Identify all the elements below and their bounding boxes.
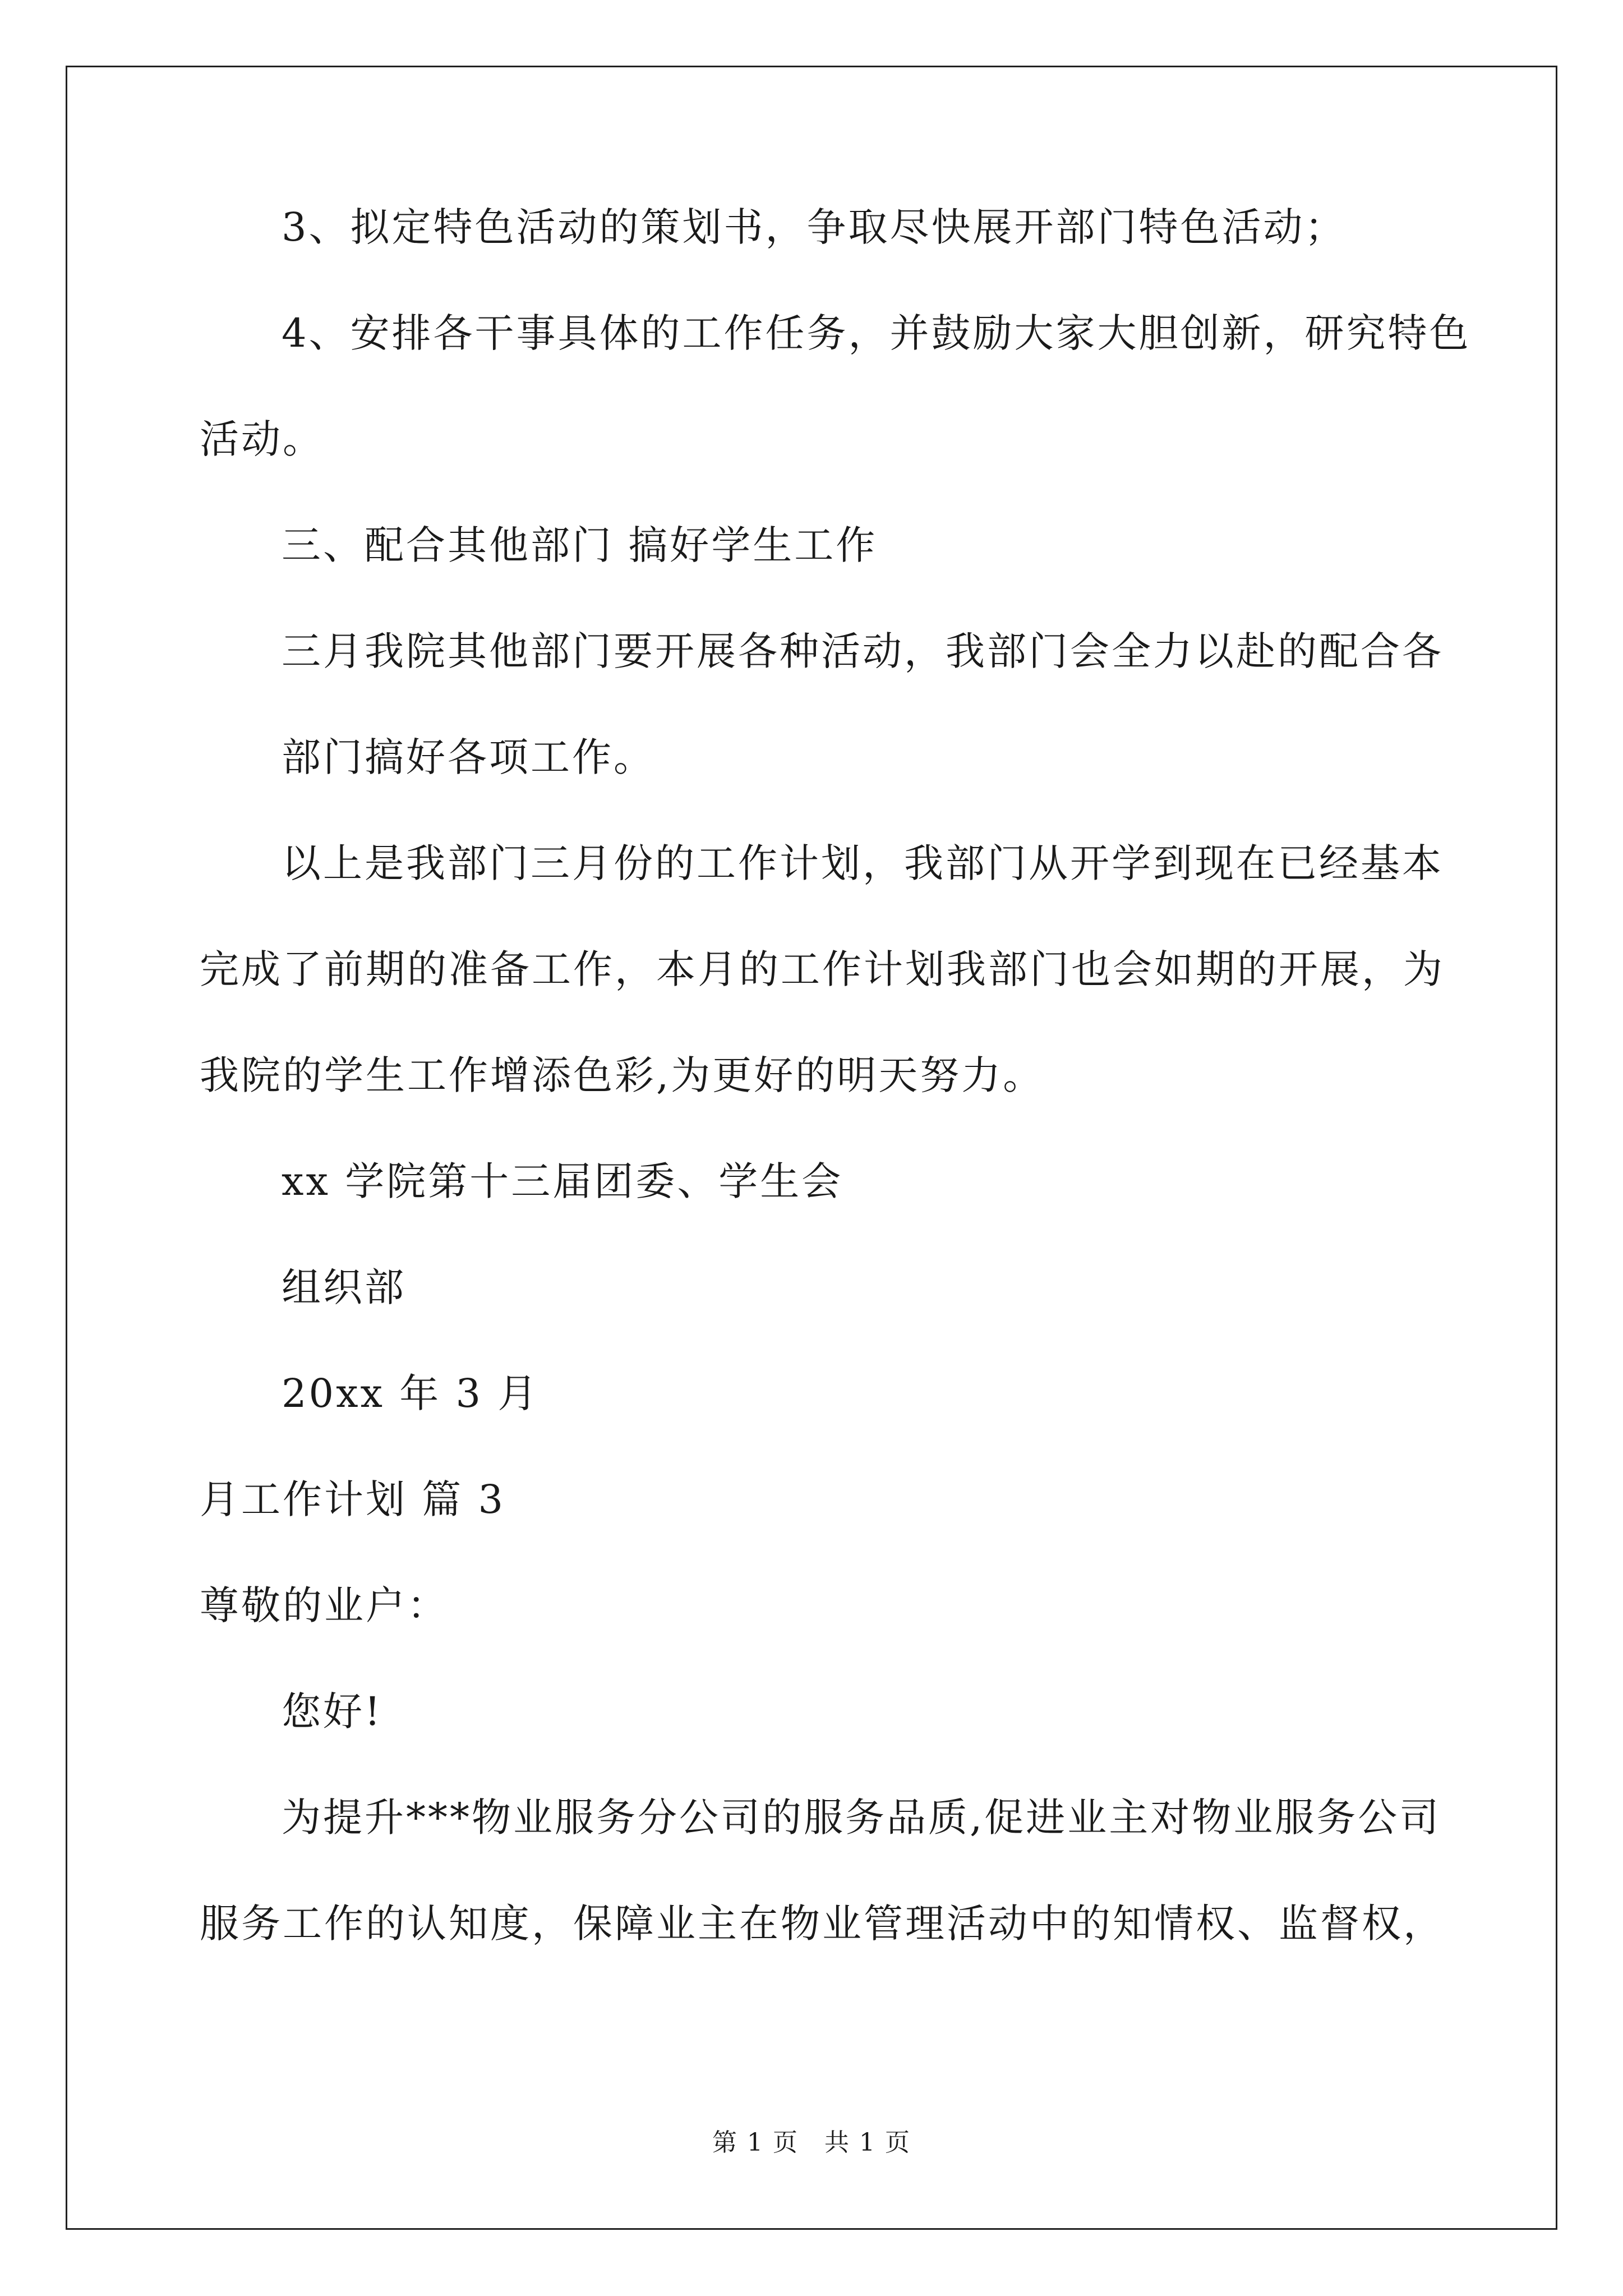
greeting: 您好! — [282, 1688, 383, 1734]
paragraph-line: 我院的学生工作增添色彩,为更好的明天努力。 — [200, 1052, 1045, 1098]
page-footer: 第 1 页 共 1 页 — [712, 2128, 911, 2157]
paragraph-line: 三月我院其他部门要开展各种活动，我部门会全力以赴的配合各 — [282, 628, 1444, 674]
paragraph-line: 完成了前期的准备工作，本月的工作计划我部门也会如期的开展，为 — [200, 946, 1445, 992]
list-item-4: 4、安排各干事具体的工作任务，并鼓励大家大胆创新，研究特色 — [282, 310, 1471, 356]
article-heading: 月工作计划 篇 3 — [200, 1476, 506, 1522]
salutation: 尊敬的业户： — [200, 1582, 449, 1628]
paragraph-line: 服务工作的认知度，保障业主在物业管理活动中的知情权、监督权， — [200, 1901, 1445, 1947]
paragraph-line: 为提升***物业服务分公司的服务品质,促进业主对物业服务公司 — [282, 1795, 1441, 1841]
list-item-3: 3、拟定特色活动的策划书，争取尽快展开部门特色活动； — [282, 204, 1347, 250]
signature-organization: xx 学院第十三届团委、学生会 — [282, 1158, 843, 1204]
list-item-4-continued: 活动。 — [200, 416, 324, 462]
paragraph-line: 以上是我部门三月份的工作计划，我部门从开学到现在已经基本 — [282, 840, 1444, 886]
signature-department: 组织部 — [282, 1264, 406, 1310]
section-heading-3: 三、配合其他部门 搞好学生工作 — [282, 522, 878, 568]
signature-date: 20xx 年 3 月 — [282, 1370, 540, 1416]
paragraph-line: 部门搞好各项工作。 — [282, 734, 655, 780]
